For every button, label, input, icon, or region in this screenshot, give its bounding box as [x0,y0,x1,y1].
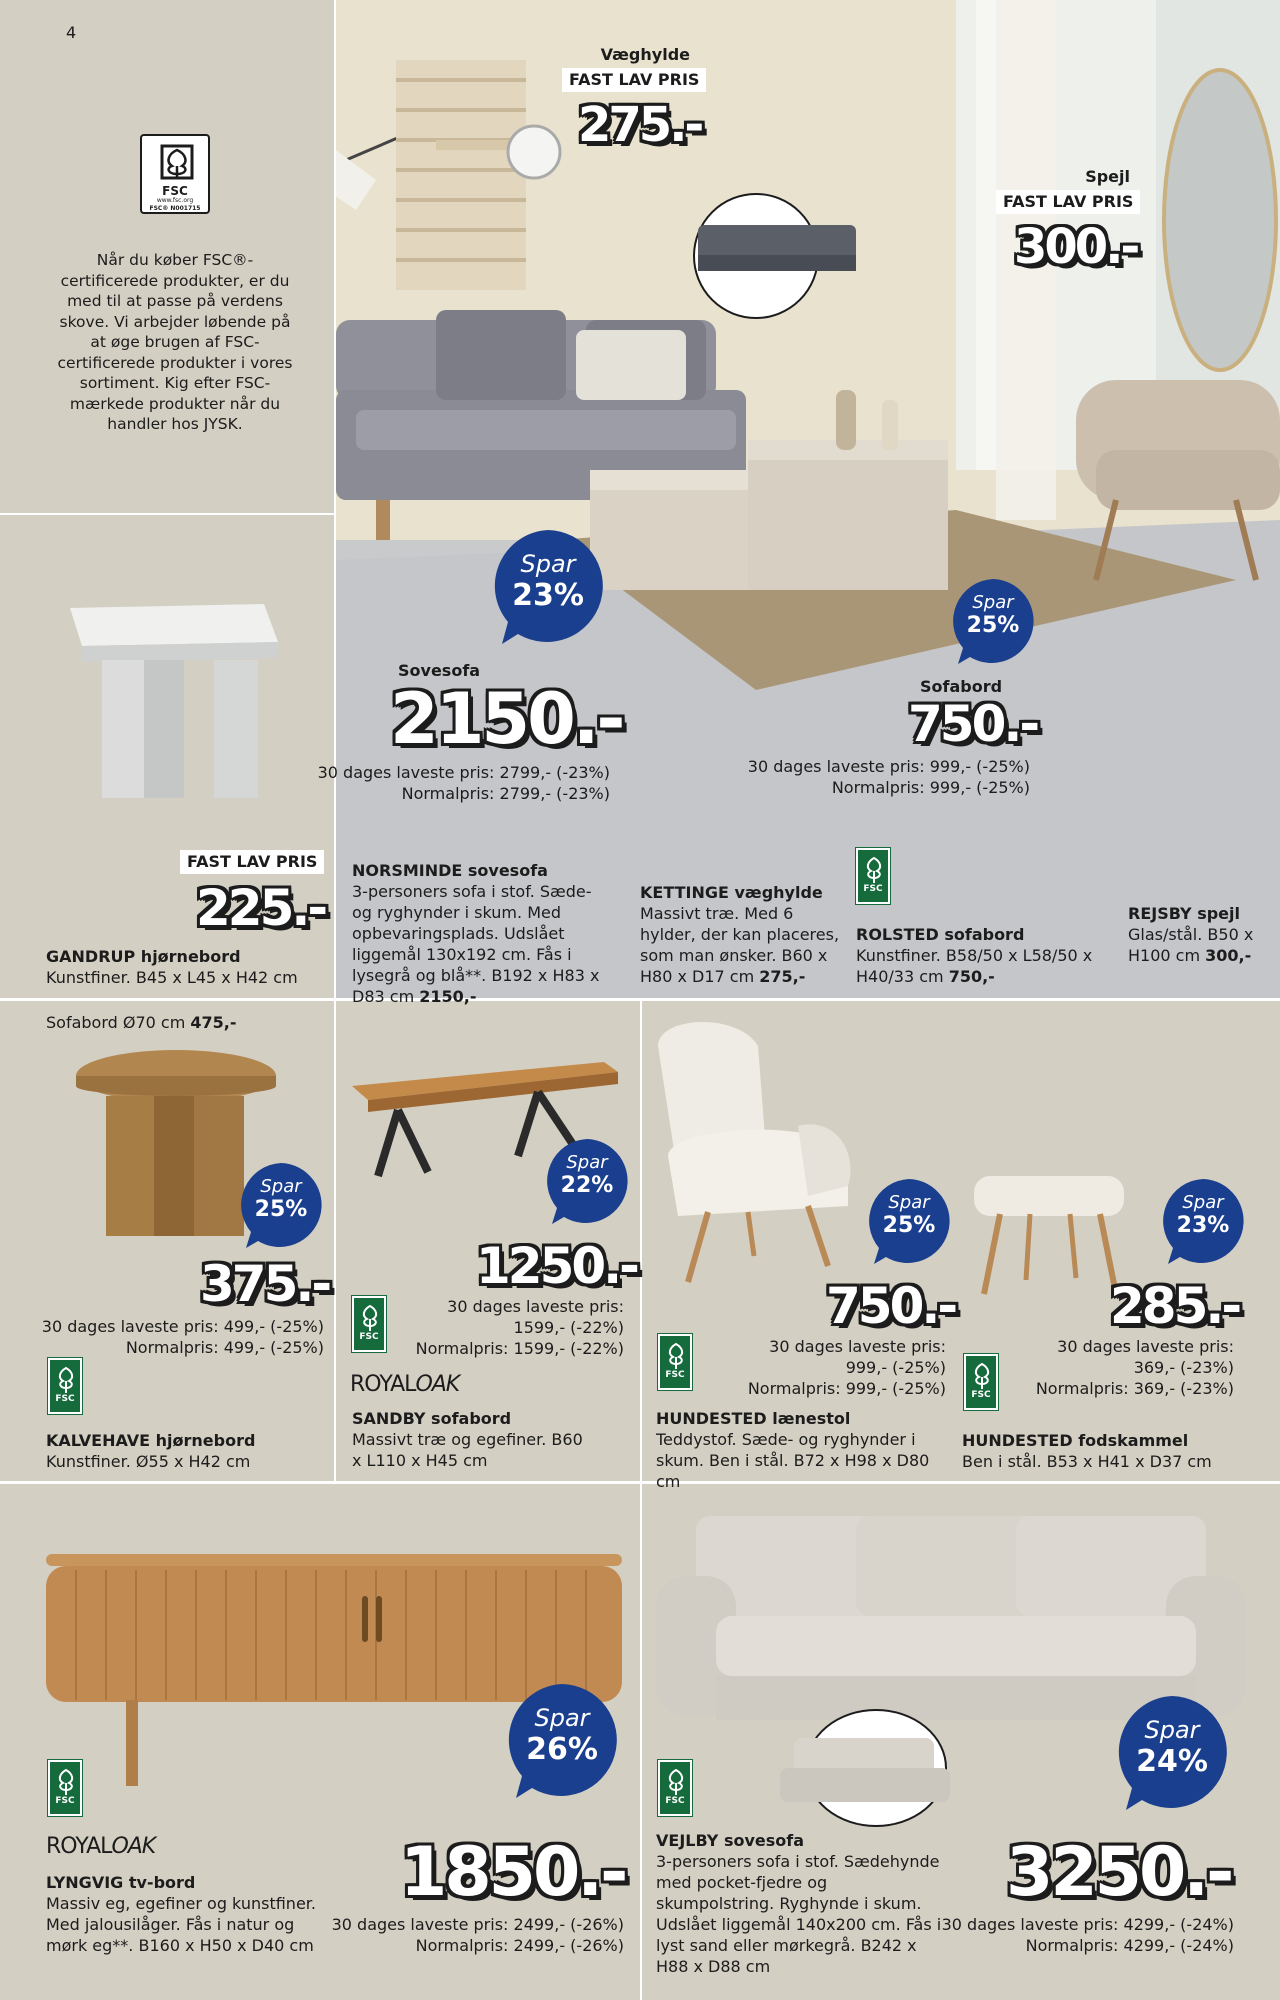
hero-room-photo [336,0,1280,1000]
sandby-fsc-badge [352,1296,386,1352]
norsminde-inline-price: 2150,- [419,987,477,1006]
fsc-tree-icon [359,1304,381,1332]
vaeghylde-price: 275.- [578,97,702,153]
sandby-desc: Massivt træ og egefiner. B60 x L110 x H45 cm [352,1430,583,1470]
sovesofa-lowest-price: 30 dages laveste pris: 2799,- (-23%) [317,763,610,782]
hundested-stol-normal-price: Normalpris: 999,- (-25%) [747,1379,946,1398]
fsc-badge-label: FSC [665,1370,685,1380]
royaloak-oak: OAK [111,1834,156,1859]
lyngvig-spar-badge [502,1680,622,1800]
divider-left-mid [0,513,336,515]
rolsted-inline-price: 750,- [948,967,995,986]
fsc-badge-label: FSC [971,1390,991,1400]
kalvehave-desc: Kunstfiner. Ø55 x H42 cm [46,1452,251,1471]
rolsted-fsc-badge [856,848,890,904]
royaloak-oak: OAK [415,1372,460,1397]
norsminde-desc-text: 3-personers sofa i stof. Sæde- og ryghynder i skum. Med opbevaringsplads. Udslået liggemål 130x192 cm. Fås i lysegrå og blå**. B192 x H83 x D83 cm [352,882,600,1006]
kettinge-desc [640,903,850,987]
kalvehave-fsc-badge [48,1358,82,1414]
vejlby-normal-price: Normalpris: 4299,- (-24%) [1025,1936,1234,1955]
kalvehave-top-note [46,1012,237,1033]
fsc-tree-icon [55,1768,77,1796]
spar-percent: 24% [1136,1744,1208,1779]
lyngvig-normal-price: Normalpris: 2499,- (-26%) [415,1936,624,1955]
spar-percent: 23% [512,578,584,613]
kalvehave-price: 375.- [200,1255,330,1313]
vejlby-title: VEJLBY sovesofa [656,1831,805,1850]
gandrup-title: GANDRUP hjørnebord [46,947,241,966]
fsc-badge-label: FSC [55,1394,75,1404]
hundested-stol-product-image [648,1016,898,1286]
sandby-lowest-price-line2: 1599,- (-22%) [513,1318,624,1337]
spar-word: Spar [1182,1192,1224,1213]
spar-percent: 23% [1176,1213,1230,1238]
vejlby-spar-badge [1112,1692,1232,1812]
hundested-stol-spar-badge [864,1176,954,1266]
kettinge-desc-text: Massivt træ. Med 6 hylder, der kan placeres, som man ønsker. B60 x H80 x D17 cm [640,904,840,986]
fsc-tree-icon [665,1342,687,1370]
fsc-logo [140,134,210,214]
fsc-tree-icon [971,1362,993,1390]
hundested-skammel-price: 285.- [1110,1277,1240,1335]
vejlby-desc: 3-personers sofa i stof. Sædehynde med pocket-fjedre og skumpolstring. Ryghynde i skum. Udslået liggemål 140x200 cm. Fås i lyst sand eller mørkegrå. B242 x H88 x D88 cm [656,1852,942,1976]
norsminde-title: NORSMINDE sovesofa [352,861,548,880]
lyngvig-price: 1850.- [400,1833,626,1912]
divider-left-column [334,0,336,1000]
sandby-price: 1250.- [476,1237,637,1295]
sandby-lowest-price-line1: 30 dages laveste pris: [447,1297,624,1316]
hundested-skammel-lowest-line1: 30 dages laveste pris: [1057,1337,1234,1356]
spar-word: Spar [566,1152,608,1173]
hundested-stol-price: 750.- [826,1277,956,1335]
sandby-title: SANDBY sofabord [352,1409,512,1428]
fsc-info-text: Når du køber FSC®-certificerede produkter, er du med til at passe på verdens skove. Vi arbejder løbende på at øge brugen af FSC-certificerede produkter i vores sortiment. Kig efter FSC-mærkede produkter når du handler hos JYSK. [57,251,293,433]
hundested-stol-fsc-badge [658,1334,692,1390]
spar-percent: 25% [882,1213,936,1238]
rejsby-desc [1128,924,1258,966]
sovesofa-label: Sovesofa [398,661,481,680]
rolsted-title: ROLSTED sofabord [856,925,1025,944]
fsc-logo-code: FSC® N001715 [149,205,201,212]
hundested-skammel-title: HUNDESTED fodskammel [962,1431,1189,1450]
hundested-skammel-product-image [970,1170,1130,1300]
sovesofa-normal-price: Normalpris: 2799,- (-23%) [401,784,610,803]
sandby-spar-badge [542,1136,632,1226]
fsc-badge-label: FSC [863,884,883,894]
spar-word: Spar [1144,1716,1200,1744]
vejlby-fsc-badge [658,1760,692,1816]
spar-percent: 22% [560,1173,614,1198]
gandrup-desc: Kunstfiner. B45 x L45 x H42 cm [46,968,298,987]
divider-row2-a [334,1000,336,1482]
vejlby-lowest-price: 30 dages laveste pris: 4299,- (-24%) [941,1915,1234,1934]
rolsted-desc [856,945,1116,987]
kalvehave-top-note-text: Sofabord Ø70 cm [46,1013,186,1032]
spar-percent: 25% [966,613,1020,638]
spar-word: Spar [534,1704,590,1732]
kalvehave-spar-badge [236,1160,326,1250]
sofabord-lowest-price: 30 dages laveste pris: 999,- (-25%) [747,757,1030,776]
lyngvig-fsc-badge [48,1760,82,1816]
vejlby-inset-image [770,1708,960,1828]
fsc-tree-icon [55,1366,77,1394]
fsc-badge-label: FSC [55,1796,75,1806]
sandby-royaloak-logo [350,1372,459,1397]
vaeghylde-price-tag: FAST LAV PRIS [562,68,706,92]
fsc-logo-site: www.fsc.org [156,197,194,204]
kettinge-title: KETTINGE væghylde [640,883,823,902]
lyngvig-title: LYNGVIG tv-bord [46,1873,196,1892]
hundested-stol-lowest-line2: 999,- (-25%) [845,1358,946,1377]
living-room-illustration [336,0,1280,1000]
hundested-skammel-lowest-line2: 369,- (-23%) [1133,1358,1234,1377]
divider-row3 [640,1482,642,2000]
vejlby-price: 3250.- [1006,1833,1232,1912]
hundested-skammel-fsc-badge [964,1354,998,1410]
kettinge-inline-price: 275,- [759,967,806,986]
lyngvig-lowest-price: 30 dages laveste pris: 2499,- (-26%) [331,1915,624,1934]
spar-word: Spar [972,592,1014,613]
sofabord-normal-price: Normalpris: 999,- (-25%) [831,778,1030,797]
fsc-badge-label: FSC [359,1332,379,1342]
norsminde-desc [352,881,614,1007]
sovesofa-spar-badge [488,526,608,646]
fsc-logo-label: FSC [162,184,188,198]
kalvehave-top-note-price: 475,- [190,1013,237,1032]
hundested-skammel-spar-badge [1158,1176,1248,1266]
kalvehave-lowest-price: 30 dages laveste pris: 499,- (-25%) [41,1317,324,1336]
sofabord-price: 750.- [908,695,1038,753]
royaloak-royal: ROYAL [350,1372,416,1397]
rolsted-desc-text: Kunstfiner. B58/50 x L58/50 x H40/33 cm [856,946,1093,986]
hundested-stol-title: HUNDESTED lænestol [656,1409,851,1428]
page-number: 4 [66,23,77,42]
sofabord-spar-badge [948,576,1038,666]
fsc-tree-icon [863,856,885,884]
rejsby-title: REJSBY spejl [1128,904,1240,923]
rejsby-inline-price: 300,- [1205,946,1252,965]
spar-percent: 25% [254,1197,308,1222]
gandrup-price: 225.- [196,879,326,937]
hundested-stol-lowest-line1: 30 dages laveste pris: [769,1337,946,1356]
lyngvig-desc: Massiv eg, egefiner og kunstfiner. Med jalousilåger. Fås i natur og mørk eg**. B160 x H50 x D40 cm [46,1894,316,1955]
royaloak-royal: ROYAL [46,1834,112,1859]
sandby-normal-price: Normalpris: 1599,- (-22%) [415,1339,624,1358]
spejl-price-tag: FAST LAV PRIS [996,190,1140,214]
spar-word: Spar [260,1176,302,1197]
gandrup-price-tag: FAST LAV PRIS [180,850,324,874]
fsc-badge-label: FSC [665,1796,685,1806]
divider-row2-b [640,1000,642,1482]
sofabord-label: Sofabord [920,677,1003,696]
vaeghylde-label: Væghylde [600,45,690,64]
hundested-skammel-normal-price: Normalpris: 369,- (-23%) [1035,1379,1234,1398]
hundested-skammel-desc: Ben i stål. B53 x H41 x D37 cm [962,1452,1212,1471]
kalvehave-title: KALVEHAVE hjørnebord [46,1431,256,1450]
fsc-tree-icon [665,1768,687,1796]
lyngvig-royaloak-logo [46,1834,155,1859]
hundested-stol-desc: Teddystof. Sæde- og ryghynder i skum. Ben i stål. B72 x H98 x D80 cm [656,1430,930,1491]
spar-word: Spar [888,1192,930,1213]
fsc-tree-icon [144,140,210,184]
sovesofa-price: 2150.- [390,678,623,760]
spar-percent: 26% [526,1732,598,1767]
rejsby-desc-text: Glas/stål. B50 x H100 cm [1128,925,1254,965]
spejl-label: Spejl [1085,167,1130,186]
spejl-price: 300.- [1014,219,1138,275]
spar-word: Spar [520,550,576,578]
kalvehave-normal-price: Normalpris: 499,- (-25%) [125,1338,324,1357]
gandrup-product-image [64,598,284,808]
